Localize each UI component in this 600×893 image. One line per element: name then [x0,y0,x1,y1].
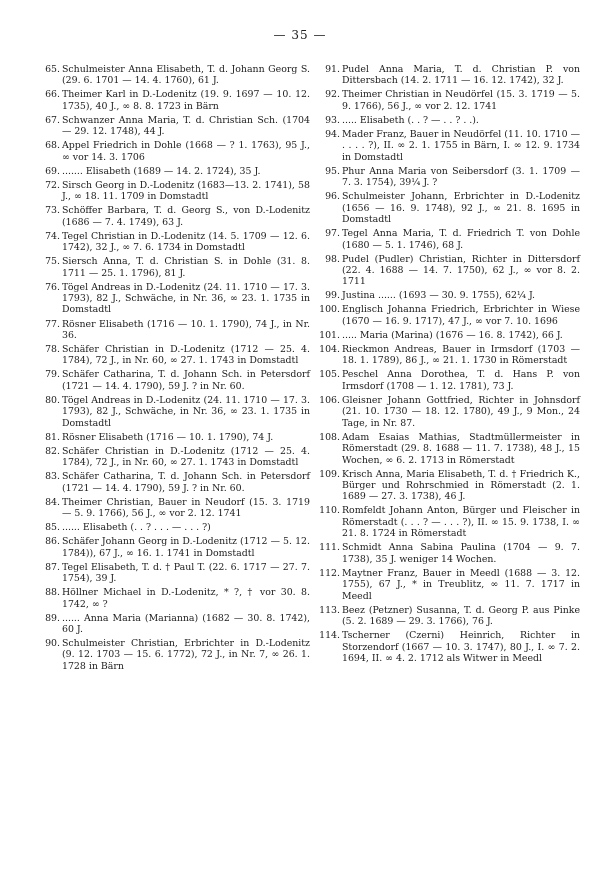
genealogy-entry [318,505,580,539]
entry-text: Höllner Michael in D.-Lodenitz, * ?, † vor 30. 8. 1742, ∞ ? [62,587,310,610]
entry-text: Schöffer Barbara, T. d. Georg S., von D.-Lodenitz (1686 — 7. 4. 1749), 63 J. [62,205,310,228]
left-column [38,64,310,675]
genealogy-entry [318,115,580,126]
entry-number: 92. [325,89,340,101]
entry-text: Schulmeister Johann, Erbrichter in D.-Lodenitz (1656 — 16. 9. 1748), 92 J., ∞ 21. 8. 1695 in Domstadtl [342,191,580,226]
entry-number: 112. [319,567,340,579]
entry-text: Schulmeister Christian, Erbrichter in D.-Lodenitz (9. 12. 1703 — 15. 6. 1772), 72 J., in Nr. 7, ∞ 26. 1. 1728 in Bärn [62,638,310,672]
entry-text: Rösner Elisabeth (1716 — 10. 1. 1790), 74 J., in Nr. 36. [62,318,310,341]
entry-number: 106. [319,394,340,406]
entry-text: Schmidt Anna Sabina Paulina (1704 — 9. 7. 1738), 35 J. weniger 14 Wochen. [342,542,580,565]
entry-text: Schwanzer Anna Maria, T. d. Christian Sch. (1704 — 29. 12. 1748), 44 J. [62,114,310,138]
entry-text: Schäfer Catharina, T. d. Johann Sch. in Petersdorf (1721 — 14. 4. 1790), 59 J. ? in Nr. 60. [62,471,310,494]
genealogy-entry [38,319,310,342]
genealogy-entry [318,542,580,565]
entry-text: Theimer Karl in D.-Lodenitz (19. 9. 1697 — 10. 12. 1735), 40 J., ∞ 8. 8. 1723 in Bärn [62,89,310,112]
entry-number: 76. [45,281,60,293]
entry-text: Romfeldt Johann Anton, Bürger und Fleischer in Römerstadt (. . . ? — . . . ?), II. ∞ 15. 9. 1738, I. ∞ 21. 8. 1724 in Römerstadt [342,505,580,540]
genealogy-entry [38,638,310,672]
entry-text: Siersch Anna, T. d. Christian S. in Dohle (31. 8. 1711 — 25. 1. 1796), 81 J. [62,256,310,279]
entry-number: 74. [45,230,60,242]
entry-number: 100. [319,304,340,316]
entry-number: 108. [319,431,340,443]
entry-text: Schäfer Christian in D.-Lodenitz (1712 — 25. 4. 1784), 72 J., in Nr. 60, ∞ 27. 1. 1743 in Domstadtl [62,343,310,367]
entry-number: 95. [325,165,340,177]
entry-number: 104. [319,343,340,355]
genealogy-entry [38,432,310,443]
genealogy-entry [38,562,310,585]
entry-text: Sirsch Georg in D.-Lodenitz (1683—13. 2. 1741), 58 J., ∞ 18. 11. 1709 in Domstadtl [62,179,310,203]
genealogy-entry [38,613,310,636]
entry-text: Rieckmon Andreas, Bauer in Irmsdorf (1703 — 18. 1. 1789), 86 J., ∞ 21. 1. 1730 in Römerstadt [342,343,580,367]
genealogy-entry [38,536,310,559]
genealogy-entry [318,395,580,429]
entry-number: 111. [319,542,340,554]
entry-number: 91. [325,64,340,75]
genealogy-entry [38,282,310,316]
entry-text: Beez (Petzner) Susanna, T. d. Georg P. aus Pinke (5. 2. 1689 — 29. 3. 1766), 76 J. [342,604,580,628]
entry-text: Peschel Anna Dorothea, T. d. Hans P. von Irmsdorf (1708 — 1. 12. 1781), 73 J. [342,369,580,392]
entry-number: 66. [45,89,60,101]
entry-number: 73. [45,205,60,217]
entry-number: 114. [319,630,340,642]
genealogy-entry [38,166,310,177]
entry-number: 113. [319,604,340,616]
genealogy-entry [318,191,580,225]
genealogy-entry [38,369,310,392]
genealogy-entry [318,369,580,392]
genealogy-entry [38,522,310,533]
entry-number: 80. [45,394,60,406]
genealogy-entry [38,115,310,138]
entry-number: 88. [45,587,60,599]
genealogy-entry [318,290,580,301]
genealogy-entry [38,395,310,429]
genealogy-entry [38,140,310,163]
right-column [318,64,580,667]
entry-number: 94. [325,128,340,140]
entry-number: 105. [319,369,340,381]
genealogy-entry [318,166,580,189]
entry-number: 87. [45,561,60,573]
entry-number: 77. [45,318,60,330]
genealogy-entry [318,568,580,602]
entry-text: Mader Franz, Bauer in Neudörfel (11. 10. 1710 — . . . . ?), II. ∞ 2. 1. 1755 in Bärn, I. ∞ 12. 9. 1734 in Domstadtl [342,128,580,163]
entry-text: ....... Elisabeth (1689 — 14. 2. 1724), 35 J. [62,165,261,177]
genealogy-entry [38,231,310,254]
entry-number: 93. [325,114,340,126]
entry-text: Schäfer Catharina, T. d. Johann Sch. in Petersdorf (1721 — 14. 4. 1790), 59 J. ? in Nr. 60. [62,369,310,392]
entry-text: Schäfer Christian in D.-Lodenitz (1712 — 25. 4. 1784), 72 J., in Nr. 60, ∞ 27. 1. 1743 in Domstadtl [62,445,310,469]
entry-number: 85. [45,522,60,534]
entry-text: Adam Esaias Mathias, Stadtmüllermeister in Römerstadt (29. 8. 1688 — 11. 7. 1738), 48 J., 15 Wochen, ∞ 6. 2. 1713 in Römerstadt [342,431,580,466]
entry-text: Tegel Christian in D.-Lodenitz (14. 5. 1709 — 12. 6. 1742), 32 J., ∞ 7. 6. 1734 in Domstadtl [62,230,310,254]
genealogy-entry [318,304,580,327]
entry-number: 75. [45,256,60,268]
entry-text: ...... Anna Maria (Marianna) (1682 — 30. 8. 1742), 60 J. [62,612,310,635]
entry-text: Pudel Anna Maria, T. d. Christian P. von Dittersbach (14. 2. 1711 — 16. 12. 1742), 32 J. [342,64,580,87]
entry-text: Tscherner (Czerni) Heinrich, Richter in Storzendorf (1667 — 10. 3. 1747), 80 J., I. ∞ 7. 2. 1694, II. ∞ 4. 2. 1712 als Witwer in Meedl [342,630,580,664]
entry-number: 101. [319,329,340,341]
genealogy-entry [38,446,310,469]
genealogy-entry [318,129,580,163]
entry-text: Gleisner Johann Gottfried, Richter in Johnsdorf (21. 10. 1730 — 18. 12. 1780), 49 J., 9 Mon., 24 Tage, in Nr. 87. [342,394,580,429]
entry-number: 97. [325,228,340,240]
entry-number: 78. [45,343,60,355]
genealogy-entry [38,471,310,494]
entry-text: ..... Maria (Marina) (1676 — 16. 8. 1742), 66 J. [342,329,563,341]
entry-text: Englisch Johanna Friedrich, Erbrichter in Wiese (1670 — 16. 9. 1717), 47 J., ∞ vor 7. 10. 1696 [342,304,580,327]
entry-text: Tögel Andreas in D.-Lodenitz (24. 11. 1710 — 17. 3. 1793), 82 J., Schwäche, in Nr. 36, ∞ 23. 1. 1735 in Domstadtl [62,281,310,316]
entry-number: 96. [325,191,340,203]
entry-number: 83. [45,471,60,483]
entry-text: Maytner Franz, Bauer in Meedl (1688 — 3. 12. 1755), 67 J., * in Treublitz, ∞ 11. 7. 1717 in Meedl [342,567,580,602]
genealogy-entry [38,205,310,228]
entry-number: 72. [45,179,60,191]
entry-text: Schäfer Johann Georg in D.-Lodenitz (1712 — 5. 12. 1784)), 67 J., ∞ 16. 1. 1741 in Domstadtl [62,536,310,559]
genealogy-entry [318,254,580,288]
entry-text: ...... Elisabeth (. . ? . . . — . . . ?) [62,522,211,534]
entry-number: 109. [319,468,340,480]
entry-number: 84. [45,496,60,508]
entry-text: Tegel Elisabeth, T. d. † Paul T. (22. 6. 1717 — 27. 7. 1754), 39 J. [62,561,310,585]
entry-text: Justina ...... (1693 — 30. 9. 1755), 62¼ J. [342,290,535,302]
genealogy-entry [318,469,580,503]
genealogy-entry [318,630,580,664]
genealogy-entry [38,256,310,279]
entry-text: Theimer Christian, Bauer in Neudorf (15. 3. 1719 — 5. 9. 1766), 56 J., ∞ vor 2. 12. 1741 [62,496,310,520]
entry-number: 65. [45,64,60,75]
entry-text: Rösner Elisabeth (1716 — 10. 1. 1790), 74 J. [62,431,274,443]
genealogy-entry [318,64,580,87]
genealogy-entry [38,64,310,87]
entry-text: Tegel Anna Maria, T. d. Friedrich T. von Dohle (1680 — 5. 1. 1746), 68 J. [342,228,580,251]
genealogy-entry [318,330,580,341]
entry-text: Pudel (Pudler) Christian, Richter in Dittersdorf (22. 4. 1688 — 14. 7. 1750), 62 J., ∞ vor 8. 2. 1711 [342,253,580,288]
entry-text: Tögel Andreas in D.-Lodenitz (24. 11. 1710 — 17. 3. 1793), 82 J., Schwäche, in Nr. 36, ∞ 23. 1. 1735 in Domstadtl [62,394,310,429]
page-number: — 35 — [273,28,327,42]
entry-number: 68. [45,140,60,152]
entry-number: 86. [45,536,60,548]
entry-text: Phur Anna Maria von Seibersdorf (3. 1. 1709 — 7. 3. 1754), 39¼ J. ? [342,165,580,189]
entry-number: 89. [45,612,60,624]
entry-number: 69. [45,165,60,177]
entry-number: 79. [45,369,60,381]
genealogy-entry [38,497,310,520]
entry-number: 110. [319,505,340,517]
genealogy-entry [38,344,310,367]
entry-number: 82. [45,445,60,457]
genealogy-entry [38,587,310,610]
entry-number: 90. [45,638,60,650]
entry-text: ..... Elisabeth (. . ? — . . ? . .). [342,114,479,126]
genealogy-entry [318,605,580,628]
entry-number: 67. [45,114,60,126]
genealogy-entry [318,228,580,251]
entry-number: 98. [325,253,340,265]
genealogy-entry [318,344,580,367]
entry-text: Schulmeister Anna Elisabeth, T. d. Johann Georg S. (29. 6. 1701 — 14. 4. 1760), 61 J. [62,64,310,87]
entry-text: Krisch Anna, Maria Elisabeth, T. d. † Friedrich K., Bürger und Rohrschmied in Römerstadt (2. 1. 1689 — 27. 3. 1738), 46 J. [342,468,580,503]
entry-number: 81. [45,431,60,443]
genealogy-entry [38,180,310,203]
entry-text: Appel Friedrich in Dohle (1668 — ? 1. 1763), 95 J., ∞ vor 14. 3. 1706 [62,140,310,163]
entry-text: Theimer Christian in Neudörfel (15. 3. 1719 — 5. 9. 1766), 56 J., ∞ vor 2. 12. 1741 [342,89,580,112]
genealogy-entry [38,89,310,112]
entry-number: 99. [325,290,340,302]
genealogy-entry [318,89,580,112]
genealogy-entry [318,432,580,466]
